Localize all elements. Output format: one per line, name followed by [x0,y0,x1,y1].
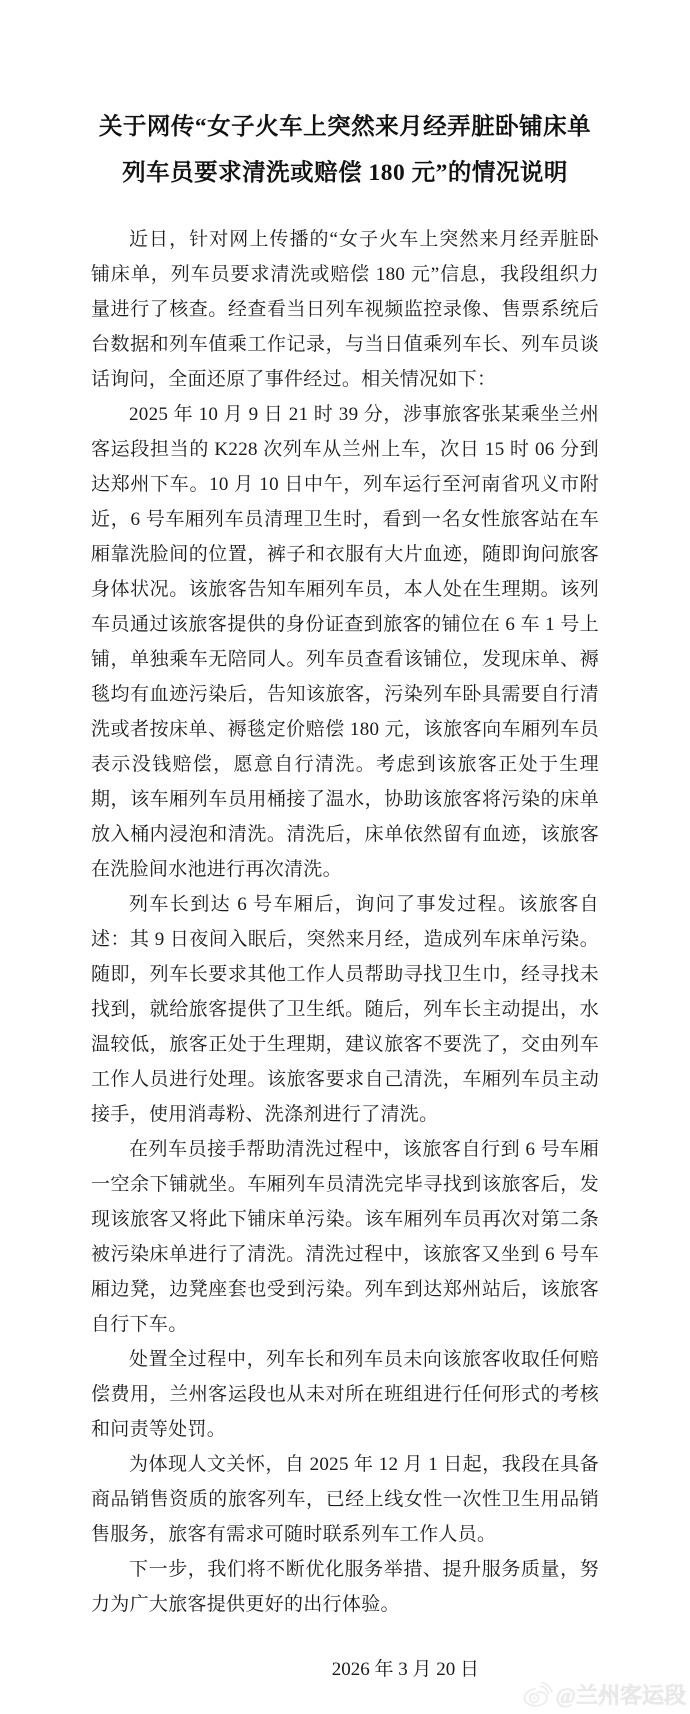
title-line-1: 关于网传“女子火车上突然来月经弄脏卧铺床单 [98,114,592,140]
paragraph-second-cleaning: 在列车员接手帮助清洗过程中，该旅客自行到 6 号车厢一空余下铺就坐。车厢列车员清洗完毕寻找到该旅客后，发现该旅客又将此下铺床单污染。该车厢列车员再次对第二条被污染床单进行了清洗。清洗过程中，该旅客又坐到 6 号车厢边凳，边凳座套也受到污染。列车到达郑州站后，该旅客自行下车。 [91,1139,599,1335]
paragraph-closing: 下一步，我们将不断优化服务举措、提升服务质量，努力为广大旅客提供更好的出行体验。 [91,1559,599,1615]
title-line-2: 列车员要求清洗或赔偿 180 元”的情况说明 [122,160,568,186]
paragraph-conductor: 列车长到达 6 号车厢后，询问了事发过程。该旅客自述：其 9 日夜间入眠后，突然来月经，造成列车床单污染。随即，列车长要求其他工作人员帮助寻找卫生巾，经寻找未找到，就给旅客提供了卫生纸。随后，列车长主动提出，水温较低，旅客正处于生理期，建议旅客不要洗了，交由列车工作人员进行处理。该旅客要求自己清洗，车厢列车员主动接手，使用消毒粉、洗涤剂进行了清洗。 [91,894,599,1125]
paragraph-new-service: 为体现人文关怀，自 2025 年 12 月 1 日起，我段在具备商品销售资质的旅客列车，已经上线女性一次性卫生用品销售服务，旅客有需求可随时联系列车工作人员。 [91,1454,599,1545]
document-body [91,222,599,1622]
document-date: 2026 年 3 月 20 日 [331,1659,479,1680]
watermark-text: @兰州客运段 [555,1683,686,1708]
paragraph-no-charge: 处置全过程中，列车长和列车员未向该旅客收取任何赔偿费用，兰州客运段也从未对所在班组进行任何形式的考核和问责等处罚。 [91,1349,599,1440]
weibo-watermark [523,1679,686,1710]
paragraph-incident: 2025 年 10 月 9 日 21 时 39 分，涉事旅客张某乘坐兰州客运段担当的 K228 次列车从兰州上车，次日 15 时 06 分到达郑州下车。10 月 10 日中午，列车运行至河南省巩义市附近，6 号车厢列车员清理卫生时，看到一名女性旅客站在车厢靠洗脸间的位置，裤子和衣服有大片血迹，随即询问旅客身体状况。该旅客告知车厢列车员，本人处在生理期。该列车员通过该旅客提供的身份证查到旅客的铺位在 6 车 1 号上铺，单独乘车无陪同人。列车员查看该铺位，发现床单、褥毯均有血迹污染后，告知该旅客，污染列车卧具需要自行清洗或者按床单、褥毯定价赔偿 180 元，该旅客向车厢列车员表示没钱赔偿，愿意自行清洗。考虑到该旅客正处于生理期，该车厢列车员用桶接了温水，协助该旅客将污染的床单放入桶内浸泡和清洗。清洗后，床单依然留有血迹，该旅客在洗脸间水池进行再次清洗。 [91,404,599,880]
document-title [91,104,599,196]
weibo-icon [523,1681,553,1708]
paragraph-intro: 近日，针对网上传播的“女子火车上突然来月经弄脏卧铺床单，列车员要求清洗或赔偿 180 元”信息，我段组织力量进行了核查。经查看当日列车视频监控录像、售票系统后台数据和列车值乘工作记录，与当日值乘列车长、列车员谈话询问，全面还原了事件经过。相关情况如下： [91,229,599,390]
